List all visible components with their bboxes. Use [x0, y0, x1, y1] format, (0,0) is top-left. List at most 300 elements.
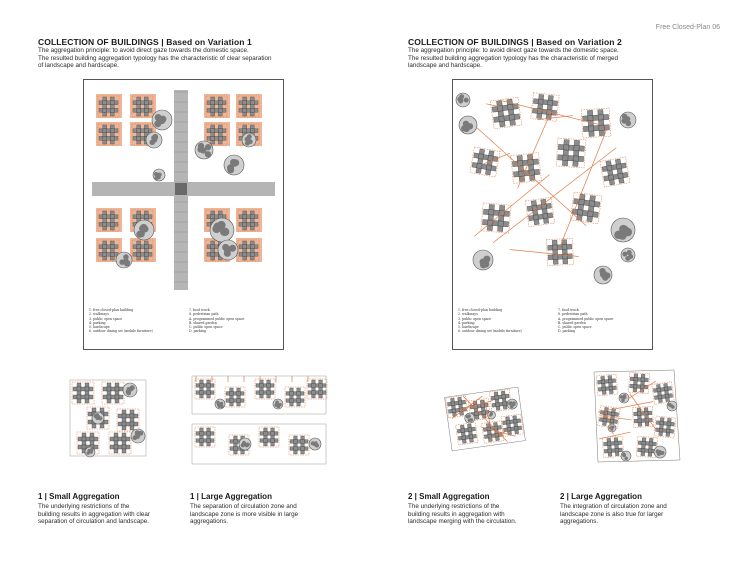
building-block: [218, 211, 222, 215]
building-block: [319, 394, 323, 398]
building-block: [250, 105, 254, 109]
building-block: [211, 245, 215, 249]
building-footprint-outline: [285, 387, 305, 407]
building-block: [611, 412, 615, 416]
building-block: [607, 442, 611, 446]
building-block: [492, 106, 498, 112]
legend-item: 7. food truck: [558, 308, 579, 312]
building-block: [207, 391, 211, 395]
building-block: [230, 402, 234, 406]
building-block: [133, 215, 137, 219]
building-block: [99, 215, 103, 219]
building-block: [286, 392, 290, 396]
rotated-building-group: [632, 406, 653, 427]
building-footprint-outline: [628, 372, 649, 393]
building-block: [502, 105, 508, 111]
building-block: [271, 442, 275, 446]
building-block: [250, 112, 254, 116]
legend-item: 3. public open space: [89, 316, 123, 321]
building-block: [503, 405, 507, 409]
building-footprint-outline: [456, 422, 479, 445]
building-block: [667, 418, 671, 422]
building-block: [200, 428, 204, 432]
right-large-aggregation-drawing: [590, 368, 682, 464]
building-block: [294, 450, 298, 454]
building-block: [605, 379, 609, 383]
building-block: [207, 387, 211, 391]
building-block: [641, 378, 645, 382]
building-block: [144, 125, 148, 129]
building-block: [460, 425, 464, 429]
building-block: [562, 160, 568, 166]
building-block: [513, 416, 517, 420]
left-small-text-line: separation of circulation and landscape.: [38, 518, 149, 526]
building-block: [641, 374, 645, 378]
building-block: [653, 388, 657, 392]
tree-foliage: [624, 456, 628, 460]
building-block: [301, 447, 305, 451]
building-block: [126, 437, 130, 441]
tree-foliage: [657, 451, 661, 455]
left-legend-col2: [189, 308, 279, 334]
building-block: [322, 384, 326, 388]
building-block: [605, 387, 609, 391]
building-block: [215, 108, 219, 112]
building-block: [247, 215, 251, 219]
building-block: [107, 215, 111, 219]
building-block: [297, 399, 301, 403]
building-block: [148, 108, 152, 112]
building-block: [543, 213, 548, 218]
legend-item: 8. pedestrian path: [189, 312, 219, 317]
building-block: [304, 440, 308, 444]
building-block: [537, 113, 542, 118]
left-intro-line: The resulted building aggregation typology has the characteristic of clear separation: [38, 54, 272, 62]
building-block: [474, 408, 478, 412]
building-block: [649, 445, 653, 449]
building-block: [494, 210, 500, 216]
building-block: [648, 449, 652, 453]
building-footprint-outline: [289, 435, 309, 455]
building-block: [254, 252, 258, 256]
building-block: [602, 422, 606, 426]
building-block: [94, 445, 98, 449]
building-block: [218, 136, 222, 140]
building-block: [99, 222, 103, 226]
building-block: [89, 395, 93, 399]
building-block: [144, 211, 148, 215]
building-block: [582, 210, 588, 216]
building-block: [218, 133, 222, 137]
building-block: [656, 384, 660, 388]
building-block: [661, 395, 665, 399]
building-block: [659, 425, 663, 429]
building-block: [293, 399, 297, 403]
building-block: [137, 140, 141, 144]
building-block: [533, 215, 538, 220]
right-intro-line: landscape and hardscape.: [408, 62, 482, 70]
building-block: [218, 140, 222, 144]
building-block: [481, 404, 485, 408]
building-block: [587, 211, 593, 217]
building-footprint-outline: [72, 382, 94, 404]
building-block: [111, 395, 115, 399]
building-block: [137, 136, 141, 140]
building-block: [293, 392, 297, 396]
courtyard-fill: [130, 238, 156, 262]
building-block: [547, 105, 552, 110]
building-block: [653, 442, 657, 446]
building-block: [563, 145, 569, 151]
building-block: [207, 101, 211, 105]
building-block: [274, 439, 278, 443]
building-block: [243, 252, 247, 256]
building-block: [250, 245, 254, 249]
building-block: [122, 418, 126, 422]
building-block: [118, 437, 122, 441]
building-block: [476, 168, 482, 174]
building-block: [130, 426, 134, 430]
tree-foliage: [142, 226, 149, 233]
building-block: [114, 437, 118, 441]
building-block: [110, 219, 114, 223]
building-block: [222, 136, 226, 140]
building-block: [489, 204, 495, 210]
building-block: [137, 125, 141, 129]
building-block: [230, 447, 234, 451]
building-block: [110, 249, 114, 253]
tree-foliage: [625, 256, 630, 261]
tree-foliage: [126, 387, 131, 392]
building-block: [134, 414, 138, 418]
building-block: [250, 101, 254, 105]
tree-foliage: [622, 252, 627, 257]
building-block: [312, 384, 316, 388]
building-footprint-outline: [581, 108, 611, 138]
building-block: [239, 129, 243, 133]
building-block: [137, 105, 141, 109]
building-block: [528, 215, 533, 220]
central-plaza: [175, 183, 187, 195]
building-block: [137, 241, 141, 245]
building-block: [203, 391, 207, 395]
building-block: [110, 222, 114, 226]
building-block: [103, 245, 107, 249]
building-block: [319, 391, 323, 395]
building-block: [200, 384, 204, 388]
building-block: [218, 125, 222, 129]
building-block: [641, 381, 645, 385]
building-block: [267, 394, 271, 398]
building-block: [641, 452, 645, 456]
building-block: [642, 441, 646, 445]
building-block: [133, 136, 137, 140]
building-block: [518, 426, 522, 430]
tree-foliage: [623, 394, 627, 398]
building-block: [615, 448, 619, 452]
building-block: [110, 445, 114, 449]
building-block: [498, 216, 504, 222]
building-block: [207, 380, 211, 384]
building-block: [207, 108, 211, 112]
right-small-aggregation-plan: [442, 386, 528, 452]
building-block: [495, 399, 499, 403]
building-block: [211, 133, 215, 137]
right-intro-line: The aggregation principle: to avoid direct gaze towards the domestic space.: [408, 47, 619, 54]
building-block: [215, 215, 219, 219]
building-block: [241, 450, 245, 454]
building-block: [601, 376, 605, 380]
rotated-building-group: [525, 197, 554, 226]
left-large-aggregation-drawing: [190, 374, 328, 466]
building-block: [301, 440, 305, 444]
building-block: [260, 432, 264, 436]
right-large-text-line: aggregations.: [560, 518, 599, 526]
building-block: [144, 108, 148, 112]
left-large-text: [190, 503, 340, 526]
rotated-building-group: [602, 436, 624, 458]
building-block: [148, 252, 152, 256]
building-block: [467, 424, 471, 428]
left-title: COLLECTION OF BUILDINGS | Based on Variation 1: [38, 37, 252, 47]
legend-item: A. programmed public open space: [189, 316, 245, 321]
building-block: [271, 435, 275, 439]
legend-item: 5. hardscape: [89, 325, 110, 330]
building-block: [118, 422, 122, 426]
building-block: [304, 447, 308, 451]
building-block: [110, 112, 114, 116]
building-block: [658, 399, 662, 403]
building-block: [81, 387, 85, 391]
building-block: [481, 407, 485, 411]
building-block: [459, 404, 463, 408]
building-block: [319, 380, 323, 384]
building-block: [510, 120, 516, 126]
building-block: [196, 432, 200, 436]
tree-foliage: [242, 441, 246, 445]
building-block: [110, 125, 114, 129]
building-block: [207, 222, 211, 226]
building-footprint-outline: [556, 138, 586, 168]
building-block: [498, 111, 504, 117]
building-block: [137, 133, 141, 137]
building-block: [528, 165, 534, 171]
building-block: [583, 126, 589, 132]
building-block: [448, 409, 452, 413]
building-block: [119, 387, 123, 391]
building-block: [615, 412, 619, 416]
building-block: [85, 395, 89, 399]
building-block: [614, 438, 618, 442]
building-block: [210, 384, 214, 388]
legend-item: 6. outdoor dining set (mobile furniture): [89, 329, 153, 334]
building-block: [539, 94, 544, 99]
legend-item: 2. walkways: [458, 312, 478, 317]
building-block: [270, 384, 274, 388]
building-block: [103, 256, 107, 260]
tree-foliage: [621, 398, 625, 402]
rotated-building-group: [511, 153, 542, 184]
building-block: [211, 125, 215, 129]
building-block: [114, 108, 118, 112]
building-footprint-outline: [195, 427, 215, 447]
building-block: [211, 129, 215, 133]
building-block: [144, 245, 148, 249]
building-block: [239, 245, 243, 249]
building-block: [300, 399, 304, 403]
building-block: [230, 392, 234, 396]
building-block: [218, 108, 222, 112]
building-block: [144, 105, 148, 109]
building-block: [207, 136, 211, 140]
building-block: [114, 136, 118, 140]
building-block: [517, 419, 521, 423]
building-block: [207, 252, 211, 256]
building-block: [88, 420, 92, 424]
building-block: [532, 205, 537, 210]
building-block: [110, 226, 114, 230]
building-block: [230, 395, 234, 399]
building-block: [557, 155, 563, 161]
building-block: [122, 441, 126, 445]
building-footprint-outline: [117, 409, 139, 431]
building-block: [103, 133, 107, 137]
building-block: [264, 435, 268, 439]
right-large-text: [560, 503, 710, 526]
building-block: [126, 414, 130, 418]
building-block: [664, 387, 668, 391]
building-block: [130, 414, 134, 418]
building-block: [250, 249, 254, 253]
building-block: [538, 99, 543, 104]
building-block: [114, 101, 118, 105]
building-block: [196, 391, 200, 395]
tree-foliage: [458, 99, 463, 104]
building-block: [301, 436, 305, 440]
building-block: [603, 418, 607, 422]
building-block: [264, 432, 268, 436]
building-block: [455, 408, 459, 412]
building-block: [243, 101, 247, 105]
building-block: [294, 440, 298, 444]
building-block: [260, 439, 264, 443]
building-block: [664, 383, 668, 387]
building-block: [122, 445, 126, 449]
tree-foliage: [200, 147, 206, 153]
building-block: [609, 386, 613, 390]
building-block: [110, 136, 114, 140]
building-block: [137, 245, 141, 249]
building-block: [488, 438, 492, 442]
building-block: [243, 245, 247, 249]
building-block: [239, 108, 243, 112]
building-block: [614, 441, 618, 445]
right-legend-col2: [558, 308, 648, 334]
building-block: [122, 410, 126, 414]
building-block: [274, 432, 278, 436]
building-block: [239, 222, 243, 226]
building-block: [634, 374, 638, 378]
building-block: [103, 387, 107, 391]
right-small-text: [408, 503, 558, 526]
building-block: [82, 433, 86, 437]
building-block: [240, 392, 244, 396]
building-block: [141, 129, 145, 133]
building-block: [588, 121, 594, 127]
building-block: [99, 252, 103, 256]
tree-foliage: [246, 443, 250, 447]
building-block: [531, 200, 536, 205]
left-small-text-line: The underlying restrictions of the: [38, 503, 130, 510]
building-block: [271, 428, 275, 432]
building-block: [290, 392, 294, 396]
building-block: [458, 436, 462, 440]
building-block: [119, 395, 123, 399]
building-block: [263, 384, 267, 388]
building-block: [104, 420, 108, 424]
tree-foliage: [461, 125, 467, 131]
building-block: [633, 388, 637, 392]
building-block: [666, 398, 670, 402]
tree-foliage: [227, 164, 234, 171]
building-block: [538, 214, 543, 219]
building-block: [584, 200, 590, 206]
building-block: [458, 397, 462, 401]
building-block: [110, 215, 114, 219]
building-block: [103, 252, 107, 256]
left-large-text-line: aggregations.: [190, 518, 229, 526]
sightline: [538, 116, 573, 120]
building-block: [222, 129, 226, 133]
building-block: [527, 206, 532, 211]
legend-item: A. programmed public open space: [558, 316, 614, 321]
left-intro: [38, 47, 368, 70]
building-footprint-outline: [570, 192, 602, 224]
building-footprint-outline: [600, 157, 630, 187]
building-block: [237, 402, 241, 406]
building-block: [312, 391, 316, 395]
building-block: [569, 145, 575, 151]
building-block: [475, 415, 479, 419]
building-block: [239, 215, 243, 219]
building-block: [226, 392, 230, 396]
building-block: [286, 399, 290, 403]
building-block: [122, 433, 126, 437]
building-block: [601, 380, 605, 384]
building-block: [92, 408, 96, 412]
building-block: [461, 432, 465, 436]
building-block: [222, 101, 226, 105]
building-block: [207, 384, 211, 388]
building-block: [141, 108, 145, 112]
building-block: [233, 399, 237, 403]
building-block: [487, 225, 493, 231]
building-block: [663, 429, 667, 433]
building-block: [103, 140, 107, 144]
left-large-title: 1 | Large Aggregation: [190, 492, 272, 501]
building-footprint-outline: [531, 93, 560, 122]
building-block: [461, 429, 465, 433]
building-block: [607, 438, 611, 442]
building-block: [233, 392, 237, 396]
building-block: [471, 427, 475, 431]
building-block: [485, 170, 491, 176]
building-block: [637, 415, 641, 419]
building-block: [243, 105, 247, 109]
building-block: [200, 442, 204, 446]
building-block: [587, 216, 593, 222]
building-block: [451, 402, 455, 406]
